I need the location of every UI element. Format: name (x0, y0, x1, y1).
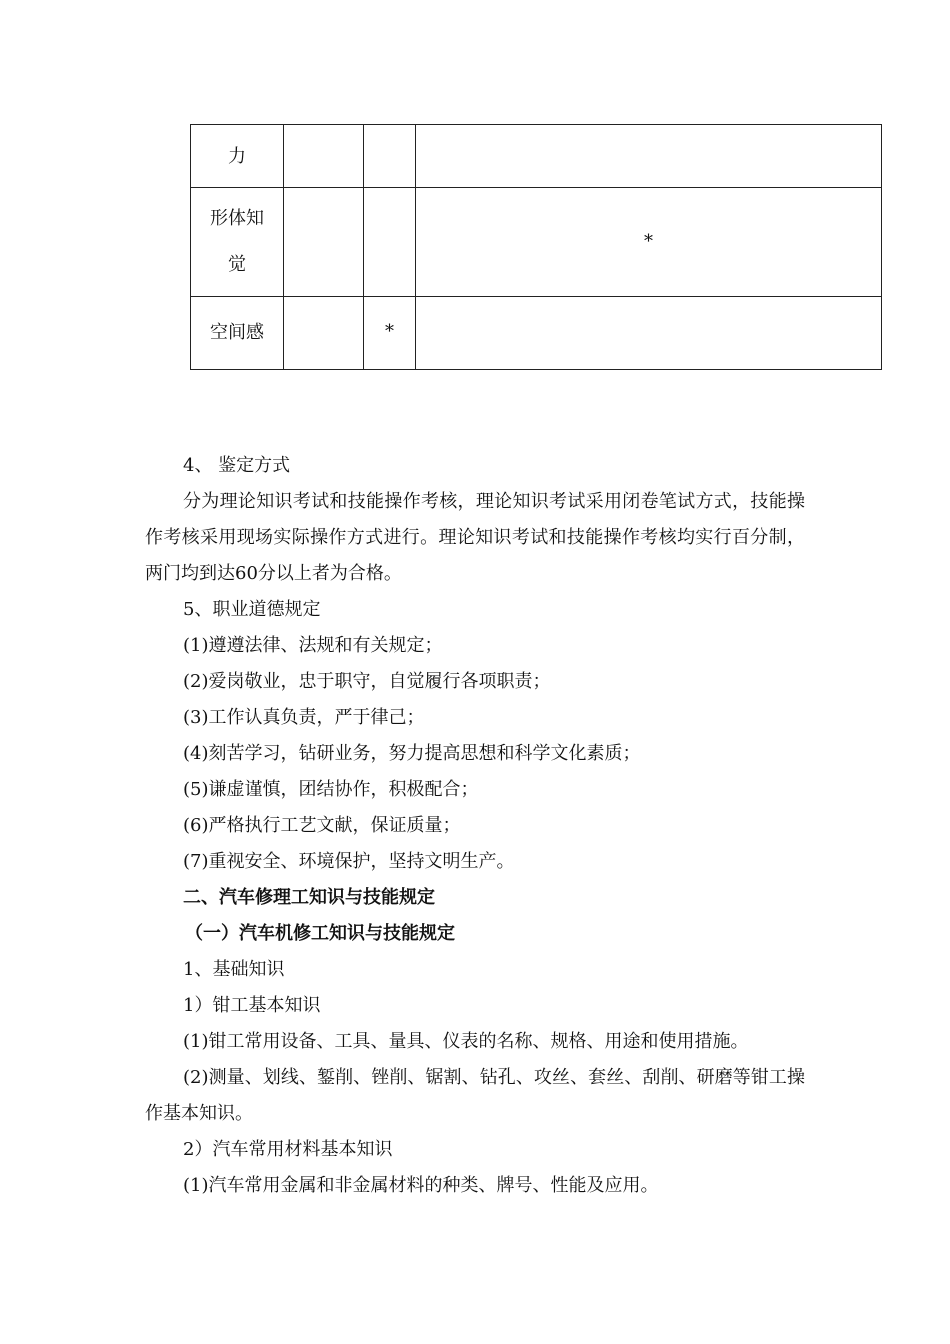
list-item: (2)测量、划线、錾削、锉削、锯割、钻孔、攻丝、套丝、刮削、研磨等钳工操作基本知识。 (145, 1067, 805, 1124)
table-cell (364, 125, 416, 188)
list-item: (1)钳工常用设备、工具、量具、仪表的名称、规格、用途和使用措施。 (183, 1031, 749, 1052)
table-cell-label: 空间感 (191, 297, 284, 370)
section-title: 4、 鉴定方式 (183, 455, 291, 476)
section-title: 1、基础知识 (183, 959, 285, 980)
subchapter-heading: （一）汽车机修工知识与技能规定 (185, 923, 455, 944)
table-row (191, 297, 882, 370)
list-item: (4)刻苦学习，钻研业务，努力提高思想和科学文化素质； (183, 743, 641, 764)
table-cell (416, 297, 882, 370)
chapter-heading: 二、汽车修理工知识与技能规定 (183, 887, 435, 908)
list-item: (1)汽车常用金属和非金属材料的种类、牌号、性能及应用。 (183, 1175, 659, 1196)
table-cell: * (364, 297, 416, 370)
subsection-title: 2）汽车常用材料基本知识 (183, 1139, 393, 1160)
table-cell-label: 形体知觉 (191, 188, 284, 297)
list-item: (3)工作认真负责，严于律己； (183, 707, 425, 728)
paragraph: 分为理论知识考试和技能操作考核，理论知识考试采用闭卷笔试方式，技能操作考核采用现场实际操作方式进行。理论知识考试和技能操作考核均实行百分制，两门均到达60分以上者为合格。 (145, 491, 805, 584)
subsection-title: 1）钳工基本知识 (183, 995, 321, 1016)
table-cell (364, 188, 416, 297)
table-cell (284, 125, 364, 188)
list-item: (6)严格执行工艺文献，保证质量； (183, 815, 461, 836)
list-item: (2)爱岗敬业，忠于职守，自觉履行各项职责； (183, 671, 551, 692)
list-item: (7)重视安全、环境保护，坚持文明生产。 (183, 851, 515, 872)
table-cell: * (416, 188, 882, 297)
list-item: (5)谦虚谨慎，团结协作，积极配合； (183, 779, 479, 800)
table-cell (284, 297, 364, 370)
list-item: (1)遵遵法律、法规和有关规定； (183, 635, 443, 656)
section-title: 5、职业道德规定 (183, 599, 321, 620)
ability-table (190, 124, 882, 370)
table-cell (416, 125, 882, 188)
table-cell-label: 力 (191, 125, 284, 188)
table-row (191, 188, 882, 297)
table-row (191, 125, 882, 188)
table-cell (284, 188, 364, 297)
document-body (145, 448, 805, 1204)
